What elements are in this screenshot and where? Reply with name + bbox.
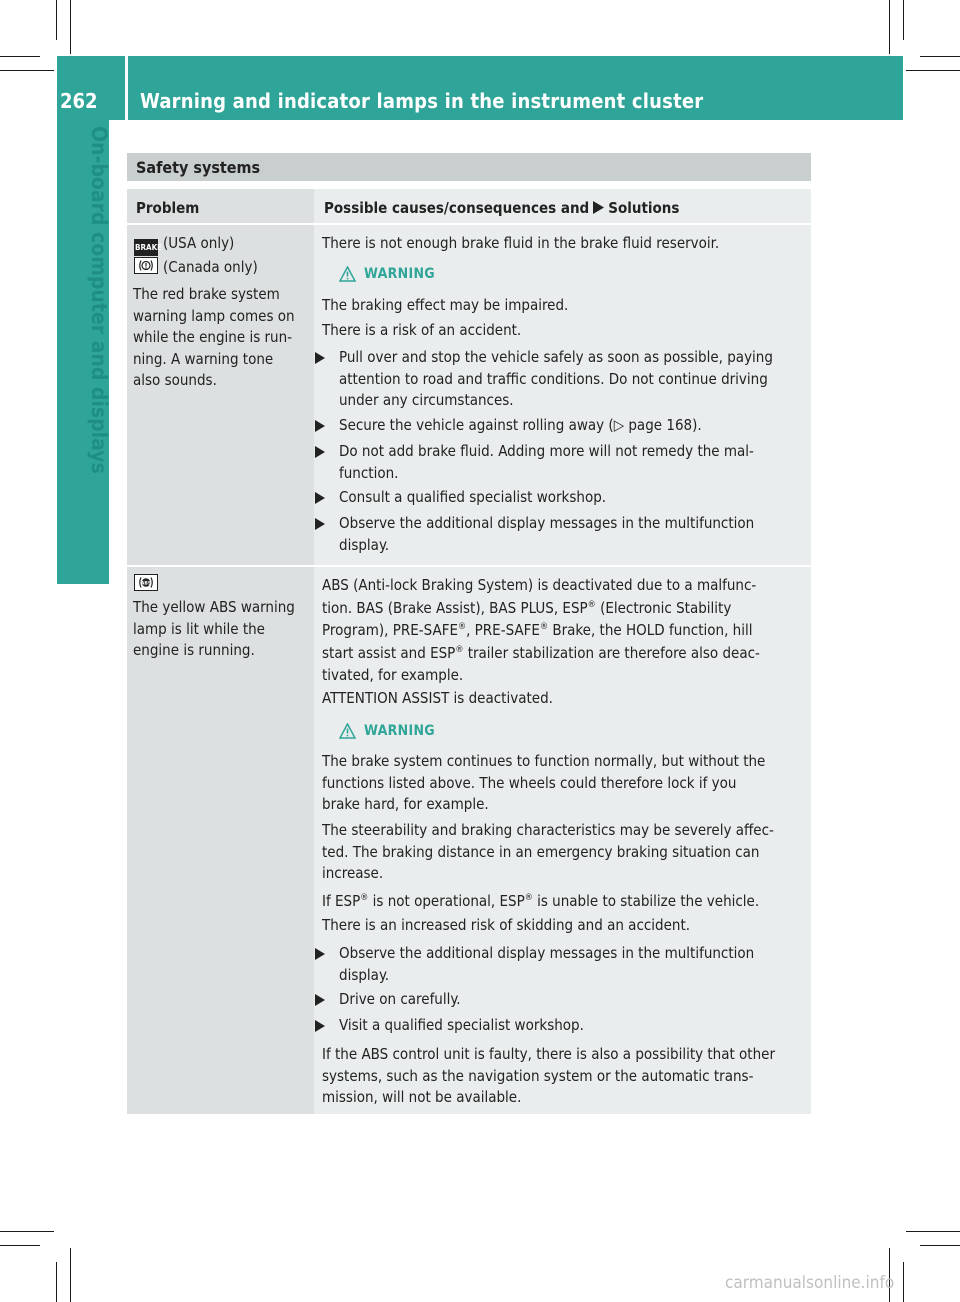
bullet-arrow-icon — [315, 446, 325, 458]
row2-closing: If the ABS control unit is faulty, there is also a possibility that other systems, such as the navigation system or the automatic trans- mission, will not be available. — [322, 1045, 776, 1106]
registered-mark: ® — [524, 893, 533, 903]
row2-bullet: Drive on carefully. — [339, 990, 461, 1008]
row1-cause: There is not enough brake fluid in the brake fluid reservoir. — [322, 234, 720, 252]
crop-mark — [920, 1245, 960, 1246]
crop-mark — [0, 1245, 40, 1246]
page-title: Warning and indicator lamps in the instrument cluster — [140, 89, 704, 113]
bullet-arrow-icon — [315, 420, 325, 432]
side-tab-label: On-board computer and displays — [87, 126, 111, 474]
row1-problem-text: The red brake system warning lamp comes on while the engine is run- ning. A warning tone also sounds. — [133, 285, 295, 389]
crop-mark — [70, 0, 71, 54]
row1-warning-line1: The braking effect may be impaired. — [322, 296, 569, 314]
abs-lamp-icon — [134, 574, 158, 591]
row2-warning-para1: The brake system continues to function normally, but without the functions listed above. The wheels could therefore lock if you brake hard, for example. — [322, 752, 766, 813]
row2-bullet: Visit a qualified specialist workshop. — [339, 1016, 584, 1034]
bullet-arrow-icon — [315, 518, 325, 530]
row1-bullet: Observe the additional display messages in the multifunction display. — [339, 514, 755, 554]
arrow-icon — [593, 201, 604, 214]
warning-triangle-icon — [339, 266, 356, 282]
svg-text:ABS: ABS — [140, 581, 152, 587]
crop-mark — [889, 0, 890, 54]
registered-mark: ® — [455, 644, 464, 655]
row-divider — [127, 565, 811, 567]
brake-circle-icon — [134, 257, 158, 274]
row2-problem-text: The yellow ABS warning lamp is lit while the engine is running. — [133, 598, 295, 659]
row1-bullet: Secure the vehicle against rolling away (▷ page 168). — [339, 416, 702, 434]
bullet-arrow-icon — [315, 948, 325, 960]
row2-warning-para2: The steerability and braking characteristics may be severely affec- ted. The braking distance in an emergency braking situation can increase. — [322, 821, 774, 882]
crop-mark — [0, 70, 54, 71]
row1-bullet: Pull over and stop the vehicle safely as soon as possible, paying attention to road and traffic conditions. Do not continue driving under any circumstances. — [339, 348, 773, 409]
crop-mark — [906, 1231, 960, 1232]
bullet-arrow-icon — [315, 352, 325, 364]
bullet-arrow-icon — [315, 492, 325, 504]
row-divider — [127, 223, 811, 225]
row1-bullet: Consult a qualified specialist workshop. — [339, 488, 607, 506]
registered-mark: ® — [360, 893, 369, 903]
row2-warning-para3: If ESP® is not operational, ESP® is unable to stabilize the vehicle. There is an increased risk of skidding and an accident. — [322, 892, 760, 934]
registered-mark: ® — [587, 599, 596, 610]
row1-bullet: Do not add brake fluid. Adding more will not remedy the mal- function. — [339, 442, 754, 482]
row2-cause: ABS (Anti-lock Braking System) is deactivated due to a malfunc- tion. BAS (Brake Assist), BAS PLUS, ESP® (Electronic Stability Program), PRE-SAFE®, PRE-SAFE® Brake, the HOLD function, hill start assist and ESP® trailer stabilization are therefore also deac- tivated, for example. — [322, 576, 760, 684]
brake-lamp-icon: BRAKE — [134, 239, 158, 256]
crop-mark — [903, 1262, 904, 1302]
warning-triangle-icon — [339, 723, 356, 739]
column-header-solutions: Possible causes/consequences and Solutions — [324, 199, 680, 217]
header-separator — [125, 56, 128, 120]
crop-mark — [56, 0, 57, 40]
crop-mark — [56, 1262, 57, 1302]
row2-bullet: Observe the additional display messages in the multifunction display. — [339, 944, 755, 984]
section-title: Safety systems — [127, 153, 811, 181]
registered-mark: ® — [539, 622, 549, 632]
row2-abs-icon-line — [134, 574, 163, 596]
crop-mark — [906, 70, 960, 71]
bullet-arrow-icon — [315, 994, 325, 1006]
crop-mark — [70, 1248, 71, 1302]
crop-mark — [0, 56, 40, 57]
bullet-arrow-icon — [315, 1020, 325, 1032]
row2-warning-label: WARNING — [364, 723, 435, 739]
crop-mark — [0, 1231, 54, 1232]
registered-mark: ® — [457, 622, 467, 632]
row1-problem-usa: BRAKE(USA only) — [134, 233, 234, 256]
row1-warning-label: WARNING — [364, 266, 435, 282]
crop-mark — [903, 0, 904, 40]
page-number: 262 — [60, 89, 98, 113]
crop-mark — [920, 56, 960, 57]
column-header-problem: Problem — [136, 199, 200, 217]
row1-problem-canada: (Canada only) — [134, 257, 258, 279]
row2-attention: ATTENTION ASSIST is deactivated. — [322, 689, 553, 707]
watermark: carmanualsonline.info — [725, 1273, 895, 1293]
row1-warning-line2: There is a risk of an accident. — [322, 321, 522, 339]
